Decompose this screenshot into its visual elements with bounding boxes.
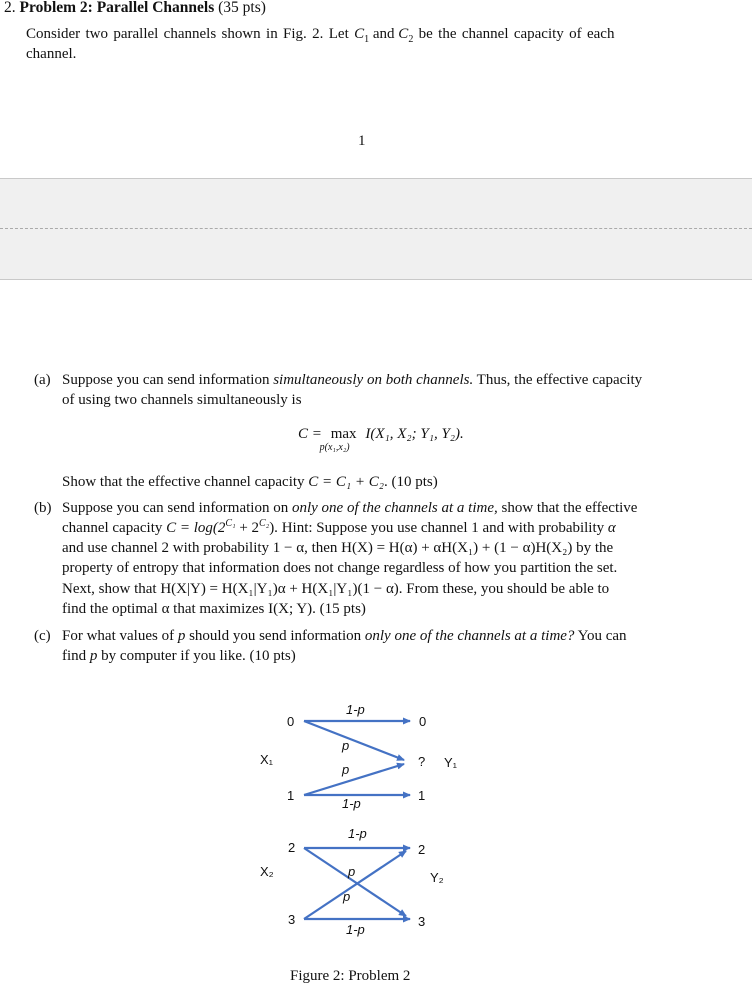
intro-text-a: Consider two parallel channels shown in Fig. 2. Let	[26, 26, 355, 42]
problem-title: Problem 2: Parallel Channels	[19, 0, 215, 16]
part-b-emphasis: only one of the channels at a time,	[291, 500, 498, 516]
intro-text-c: be the channel capacity of each	[413, 26, 615, 42]
part-b-line2: channel capacity $C = \log(2^{C_1} + 2^{C_2})$. Hint: Suppose you use channel 1 and with probability α	[62, 518, 616, 536]
part-c-label: (c)	[34, 628, 51, 644]
capacity-equation	[298, 426, 464, 453]
problem-intro	[26, 24, 741, 44]
p-symbol: p	[177, 628, 186, 644]
ch2-edge-3-2	[304, 851, 406, 919]
ch2-label-p-lower: p	[343, 889, 351, 904]
ch1-output-0: 0	[419, 714, 427, 729]
x2-label: X₂	[260, 864, 274, 879]
ch2-input-2: 2	[288, 840, 296, 855]
c2-symbol: $C_2$	[398, 26, 414, 45]
part-b-line1: Suppose you can send information on only one of the channels at a time, show that the effective	[62, 500, 638, 516]
part-a-line2: of using two channels simultaneously is	[62, 392, 302, 408]
part-b-capacity-formula: $C = \log(2^{C_1} + 2^{C_2})$.	[166, 518, 278, 536]
problem-intro-line2: channel.	[26, 46, 77, 62]
y2-label: Y₂	[430, 870, 444, 885]
part-b-line3: and use channel 2 with probability 1 − α, then H(X) = H(α) + αH(X₁) + (1 − α)H(X₂) by the	[62, 540, 614, 556]
problem-points: (35 pts)	[218, 0, 266, 16]
y1-label: Y₁	[444, 755, 458, 770]
ch1-label-top: 1-p	[346, 702, 365, 717]
ch1-label-p-lower: p	[342, 762, 350, 777]
part-b-line4: property of entropy that information does not change regardless of how you partition the set.	[62, 560, 618, 576]
ch2-label-bottom: 1-p	[346, 922, 365, 937]
channel-2-diagram	[260, 826, 444, 937]
eq-max: max	[330, 426, 357, 442]
part-c-emphasis: only one of the channels at a time?	[364, 628, 575, 644]
figure-caption: Figure 2: Problem 2	[290, 968, 411, 984]
channel-figure	[0, 690, 752, 950]
ch1-edge-1-erasure	[304, 764, 404, 795]
channel-1-diagram	[260, 702, 458, 811]
ch1-label-p-upper: p	[342, 738, 350, 753]
ch2-edge-2-3	[304, 848, 406, 916]
p-symbol-2: p	[89, 648, 98, 664]
ch1-label-bottom: 1-p	[342, 796, 361, 811]
part-a-show: Show that the effective channel capacity C = C₁ + C₂. (10 pts)	[62, 474, 438, 490]
ch1-input-0: 0	[287, 714, 295, 729]
eq-rhs: I(X₁, X₂; Y₁, Y₂).	[365, 426, 464, 442]
eq-max-subscript: p(x₁,x₂)	[319, 442, 350, 453]
ch1-edge-0-erasure	[304, 721, 404, 760]
part-a-line1: Suppose you can send information simultaneously on both channels. Thus, the effective capacity	[62, 372, 643, 388]
x1-label: X₁	[260, 752, 274, 767]
part-b-label: (b)	[34, 500, 52, 516]
ch2-output-2: 2	[418, 842, 426, 857]
alpha-symbol: α	[607, 520, 616, 536]
problem-header	[4, 0, 266, 18]
c1-symbol: $C_1$	[354, 26, 370, 45]
page-gap-top	[0, 178, 752, 229]
part-a-emphasis: simultaneously on both channels.	[273, 372, 474, 388]
part-c-line2: find p by computer if you like. (10 pts)	[62, 648, 296, 664]
part-a-show-eq: C = C₁ + C₂	[308, 474, 384, 490]
ch1-output-erasure: ?	[418, 754, 426, 769]
part-b-line5: Next, show that H(X|Y) = H(X₁|Y₁)α + H(X₁|Y₁)(1 − α). From these, you should be able to	[62, 581, 610, 597]
page-number: 1	[358, 133, 366, 149]
eq-lhs: C =	[298, 426, 322, 442]
intro-text-b: and	[369, 26, 399, 42]
part-c-line1: For what values of p should you send information only one of the channels at a time? You can	[62, 628, 627, 644]
ch2-label-p-upper: p	[348, 864, 356, 879]
ch1-input-1: 1	[287, 788, 295, 803]
problem-number: 2.	[4, 0, 16, 16]
part-b-line6: find the optimal α that maximizes I(X; Y). (15 pts)	[62, 601, 366, 617]
ch2-output-3: 3	[418, 914, 426, 929]
part-a-label: (a)	[34, 372, 51, 388]
page-gap-bottom	[0, 229, 752, 280]
ch2-label-top: 1-p	[348, 826, 367, 841]
ch1-output-1: 1	[418, 788, 426, 803]
ch2-input-3: 3	[288, 912, 296, 927]
